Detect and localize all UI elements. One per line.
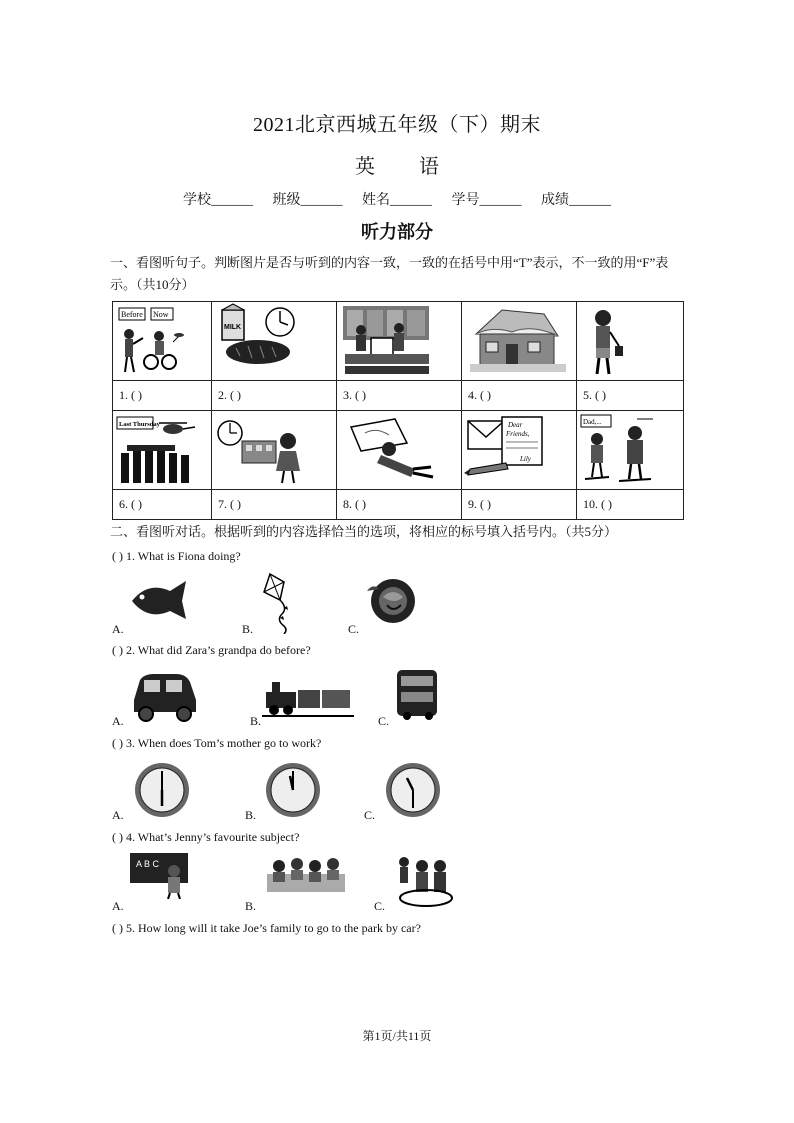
girl-with-bag-picture [577, 302, 683, 380]
field-number[interactable]: 学号______ [451, 193, 522, 208]
last-thursday-stonehenge-picture [113, 411, 211, 489]
question-3: ( ) 3. When does Tom’s mother go to work? [112, 736, 322, 750]
picture-cell-6 [113, 411, 212, 490]
question-4: ( ) 4. What’s Jenny’s favourite subject? [112, 830, 300, 844]
clock-c-picture [383, 760, 443, 820]
dad-speech-bubble: Dad,... [583, 418, 602, 426]
part1-instruction-line1: 一、看图听句子。判断图片是否与听到的内容一致，一致的在括号中用“T”表示，不一致的用“F”表 [110, 255, 669, 270]
clock-a-picture [132, 760, 192, 820]
q3-option-c[interactable]: C. [364, 808, 376, 822]
q2-option-b[interactable]: B. [250, 714, 262, 728]
picture-cell-3 [337, 302, 462, 381]
answer-cell-9[interactable]: 9. ( ) [462, 490, 577, 520]
picture-cell-5 [577, 302, 684, 381]
milk-bread-clock-picture [212, 302, 336, 380]
question-1: ( ) 1. What is Fiona doing? [112, 549, 241, 563]
part1-instruction-line2: 示。（共10分） [110, 277, 195, 292]
letter-pencil-picture [462, 411, 576, 489]
q4-option-a[interactable]: A. [112, 899, 124, 913]
subject-char: 英 [355, 156, 375, 178]
q3-option-a[interactable]: A. [112, 808, 124, 822]
picture-cell-9 [462, 411, 577, 490]
before-now-picture [113, 302, 211, 380]
blackboard-abc: A B C [136, 859, 160, 869]
snowy-house-picture [462, 302, 576, 380]
clock-building-girl-picture [212, 411, 336, 489]
picture-cell-7 [212, 411, 337, 490]
answer-cell-10[interactable]: 10. ( ) [577, 490, 684, 520]
before-sign: Before [121, 310, 143, 319]
q4-option-b[interactable]: B. [245, 899, 257, 913]
answer-cell-6[interactable]: 6. ( ) [113, 490, 212, 520]
part2-instruction: 二、看图听对话。根据听到的内容选择恰当的选项，将相应的标号填入括号内。（共5分） [110, 524, 618, 539]
answer-cell-2[interactable]: 2. ( ) [212, 381, 337, 411]
letter-friends: Friends, [506, 430, 530, 438]
q2-option-a[interactable]: A. [112, 714, 124, 728]
q4-option-c[interactable]: C. [374, 899, 386, 913]
question-5: ( ) 5. How long will it take Joe’s family to go to the park by car? [112, 921, 421, 935]
question-2: ( ) 2. What did Zara’s grandpa do before? [112, 643, 311, 657]
boy-drawing-picture [337, 411, 461, 489]
page-title: 2021北京西城五年级（下）期末 [253, 114, 541, 136]
last-thursday-sign: Last Thursday [119, 421, 160, 428]
student-info-fields [0, 189, 794, 209]
picture-cell-8 [337, 411, 462, 490]
teacher-blackboard-picture [128, 851, 192, 899]
answer-cell-5[interactable]: 5. ( ) [577, 381, 684, 411]
kite-picture [258, 572, 298, 634]
picture-cell-1 [113, 302, 212, 381]
students-class-picture [263, 852, 349, 898]
field-name[interactable]: 姓名______ [362, 193, 432, 208]
field-score[interactable]: 成绩______ [541, 193, 611, 208]
clock-b-picture [263, 760, 323, 820]
double-decker-bus-picture [395, 666, 441, 722]
field-school[interactable]: 学校______ [183, 193, 253, 208]
answer-cell-4[interactable]: 4. ( ) [462, 381, 577, 411]
fish-picture [128, 575, 192, 625]
picture-cell-4 [462, 302, 577, 381]
q1-option-c[interactable]: C. [348, 622, 360, 636]
subject-char: 语 [419, 156, 439, 178]
classroom-computer-picture [337, 302, 461, 380]
field-class[interactable]: 班级______ [272, 193, 343, 208]
letter-dear: Dear [508, 421, 523, 429]
q1-option-b[interactable]: B. [242, 622, 254, 636]
answer-cell-3[interactable]: 3. ( ) [337, 381, 462, 411]
picture-cell-10 [577, 411, 684, 490]
rose-picture [365, 575, 423, 631]
sports-group-picture [394, 852, 458, 908]
skiing-family-picture [577, 411, 683, 489]
answer-cell-7[interactable]: 7. ( ) [212, 490, 337, 520]
letter-signature: Lily [520, 455, 531, 463]
section-title: 听力部分 [361, 222, 433, 242]
page-number: 第1页/共11页 [362, 1029, 432, 1043]
q3-option-b[interactable]: B. [245, 808, 257, 822]
q2-option-c[interactable]: C. [378, 714, 390, 728]
picture-cell-2 [212, 302, 337, 381]
milk-label: MILK [224, 324, 242, 331]
train-picture [262, 678, 354, 718]
q1-option-a[interactable]: A. [112, 622, 124, 636]
answer-cell-1[interactable]: 1. ( ) [113, 381, 212, 411]
picture-judgement-table [112, 301, 684, 520]
answer-cell-8[interactable]: 8. ( ) [337, 490, 462, 520]
taxi-picture [130, 670, 200, 722]
subject-title [0, 150, 794, 179]
now-sign: Now [153, 310, 169, 319]
